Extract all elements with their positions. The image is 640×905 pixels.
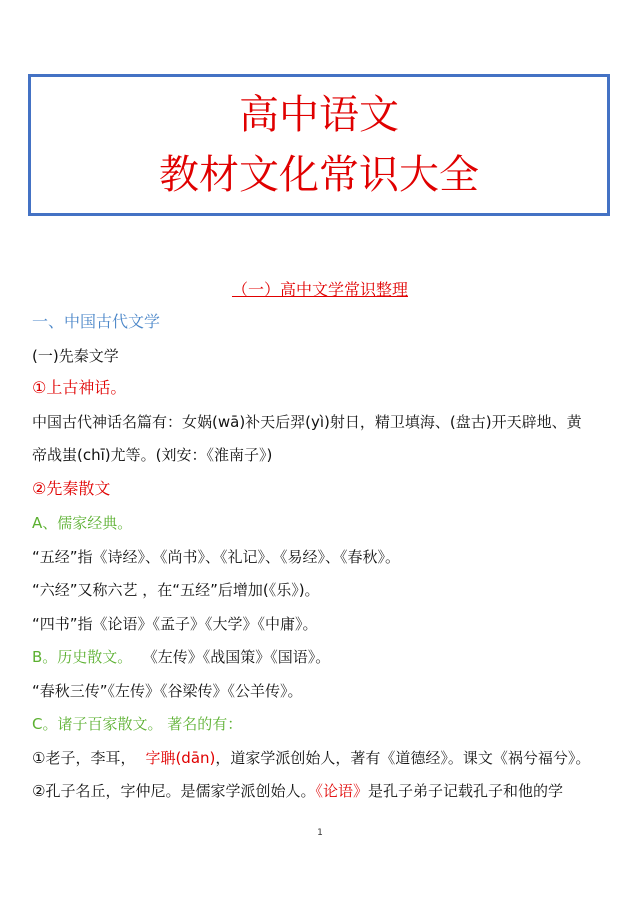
historical-prose-works: 《左传》《战国策》《国语》。 — [150, 648, 331, 666]
confucius-text-1: ②孔子名丘，字仲尼。是儒家学派创始人。 — [32, 782, 316, 800]
paragraph-confucius — [32, 781, 563, 801]
laozi-style-name: 字聃(dān) — [145, 749, 216, 767]
page-number: 1 — [317, 828, 323, 838]
item-pre-qin-prose: ②先秦散文 — [32, 479, 111, 498]
sub-confucian-classics: A、儒家经典。 — [32, 514, 133, 532]
paragraph-myths-2: 帝战蚩(chī)尤等。(刘安：《淮南子》) — [32, 446, 273, 464]
heading-ancient-literature: 一、中国古代文学 — [32, 312, 161, 331]
paragraph-three-commentaries: “春秋三传”《左传》《谷梁传》《公羊传》。 — [32, 682, 303, 700]
paragraph-laozi — [32, 748, 590, 768]
paragraph-five-classics: “五经”指《诗经》、《尚书》、《礼记》、《易经》、《春秋》。 — [32, 548, 401, 566]
title-line-2: 教材文化常识大全 — [159, 152, 479, 198]
section-title: （一）高中文学常识整理 — [231, 280, 408, 299]
sub-historical-prose-line — [32, 647, 330, 667]
heading-pre-qin: (一)先秦文学 — [32, 347, 119, 365]
title-line-1: 高中语文 — [239, 92, 399, 138]
sub-hundred-schools: C。诸子百家散文。 著名的有： — [32, 715, 243, 733]
paragraph-four-books: “四书”指《论语》《孟子》《大学》《中庸》。 — [32, 615, 318, 633]
laozi-text-2: ，道家学派创始人，著有《道德经》。课文《祸兮福兮》。 — [215, 749, 591, 767]
analects-title: 《论语》 — [315, 782, 368, 800]
paragraph-myths-1: 中国古代神话名篇有：女娲(wā)补天后羿(yì)射日，精卫填海、(盘古)开天辟地、黄 — [32, 413, 582, 431]
sub-historical-prose: B。历史散文。 — [32, 648, 133, 666]
item-myths: ①上古神话。 — [32, 378, 127, 397]
confucius-text-2: 是孔子弟子记载孔子和他的学 — [367, 782, 563, 800]
paragraph-six-classics: “六经”又称六艺 ，在“五经”后增加(《乐》)。 — [32, 581, 320, 599]
laozi-text-1: ①老子，李耳， — [32, 749, 136, 767]
title-box — [28, 74, 610, 216]
